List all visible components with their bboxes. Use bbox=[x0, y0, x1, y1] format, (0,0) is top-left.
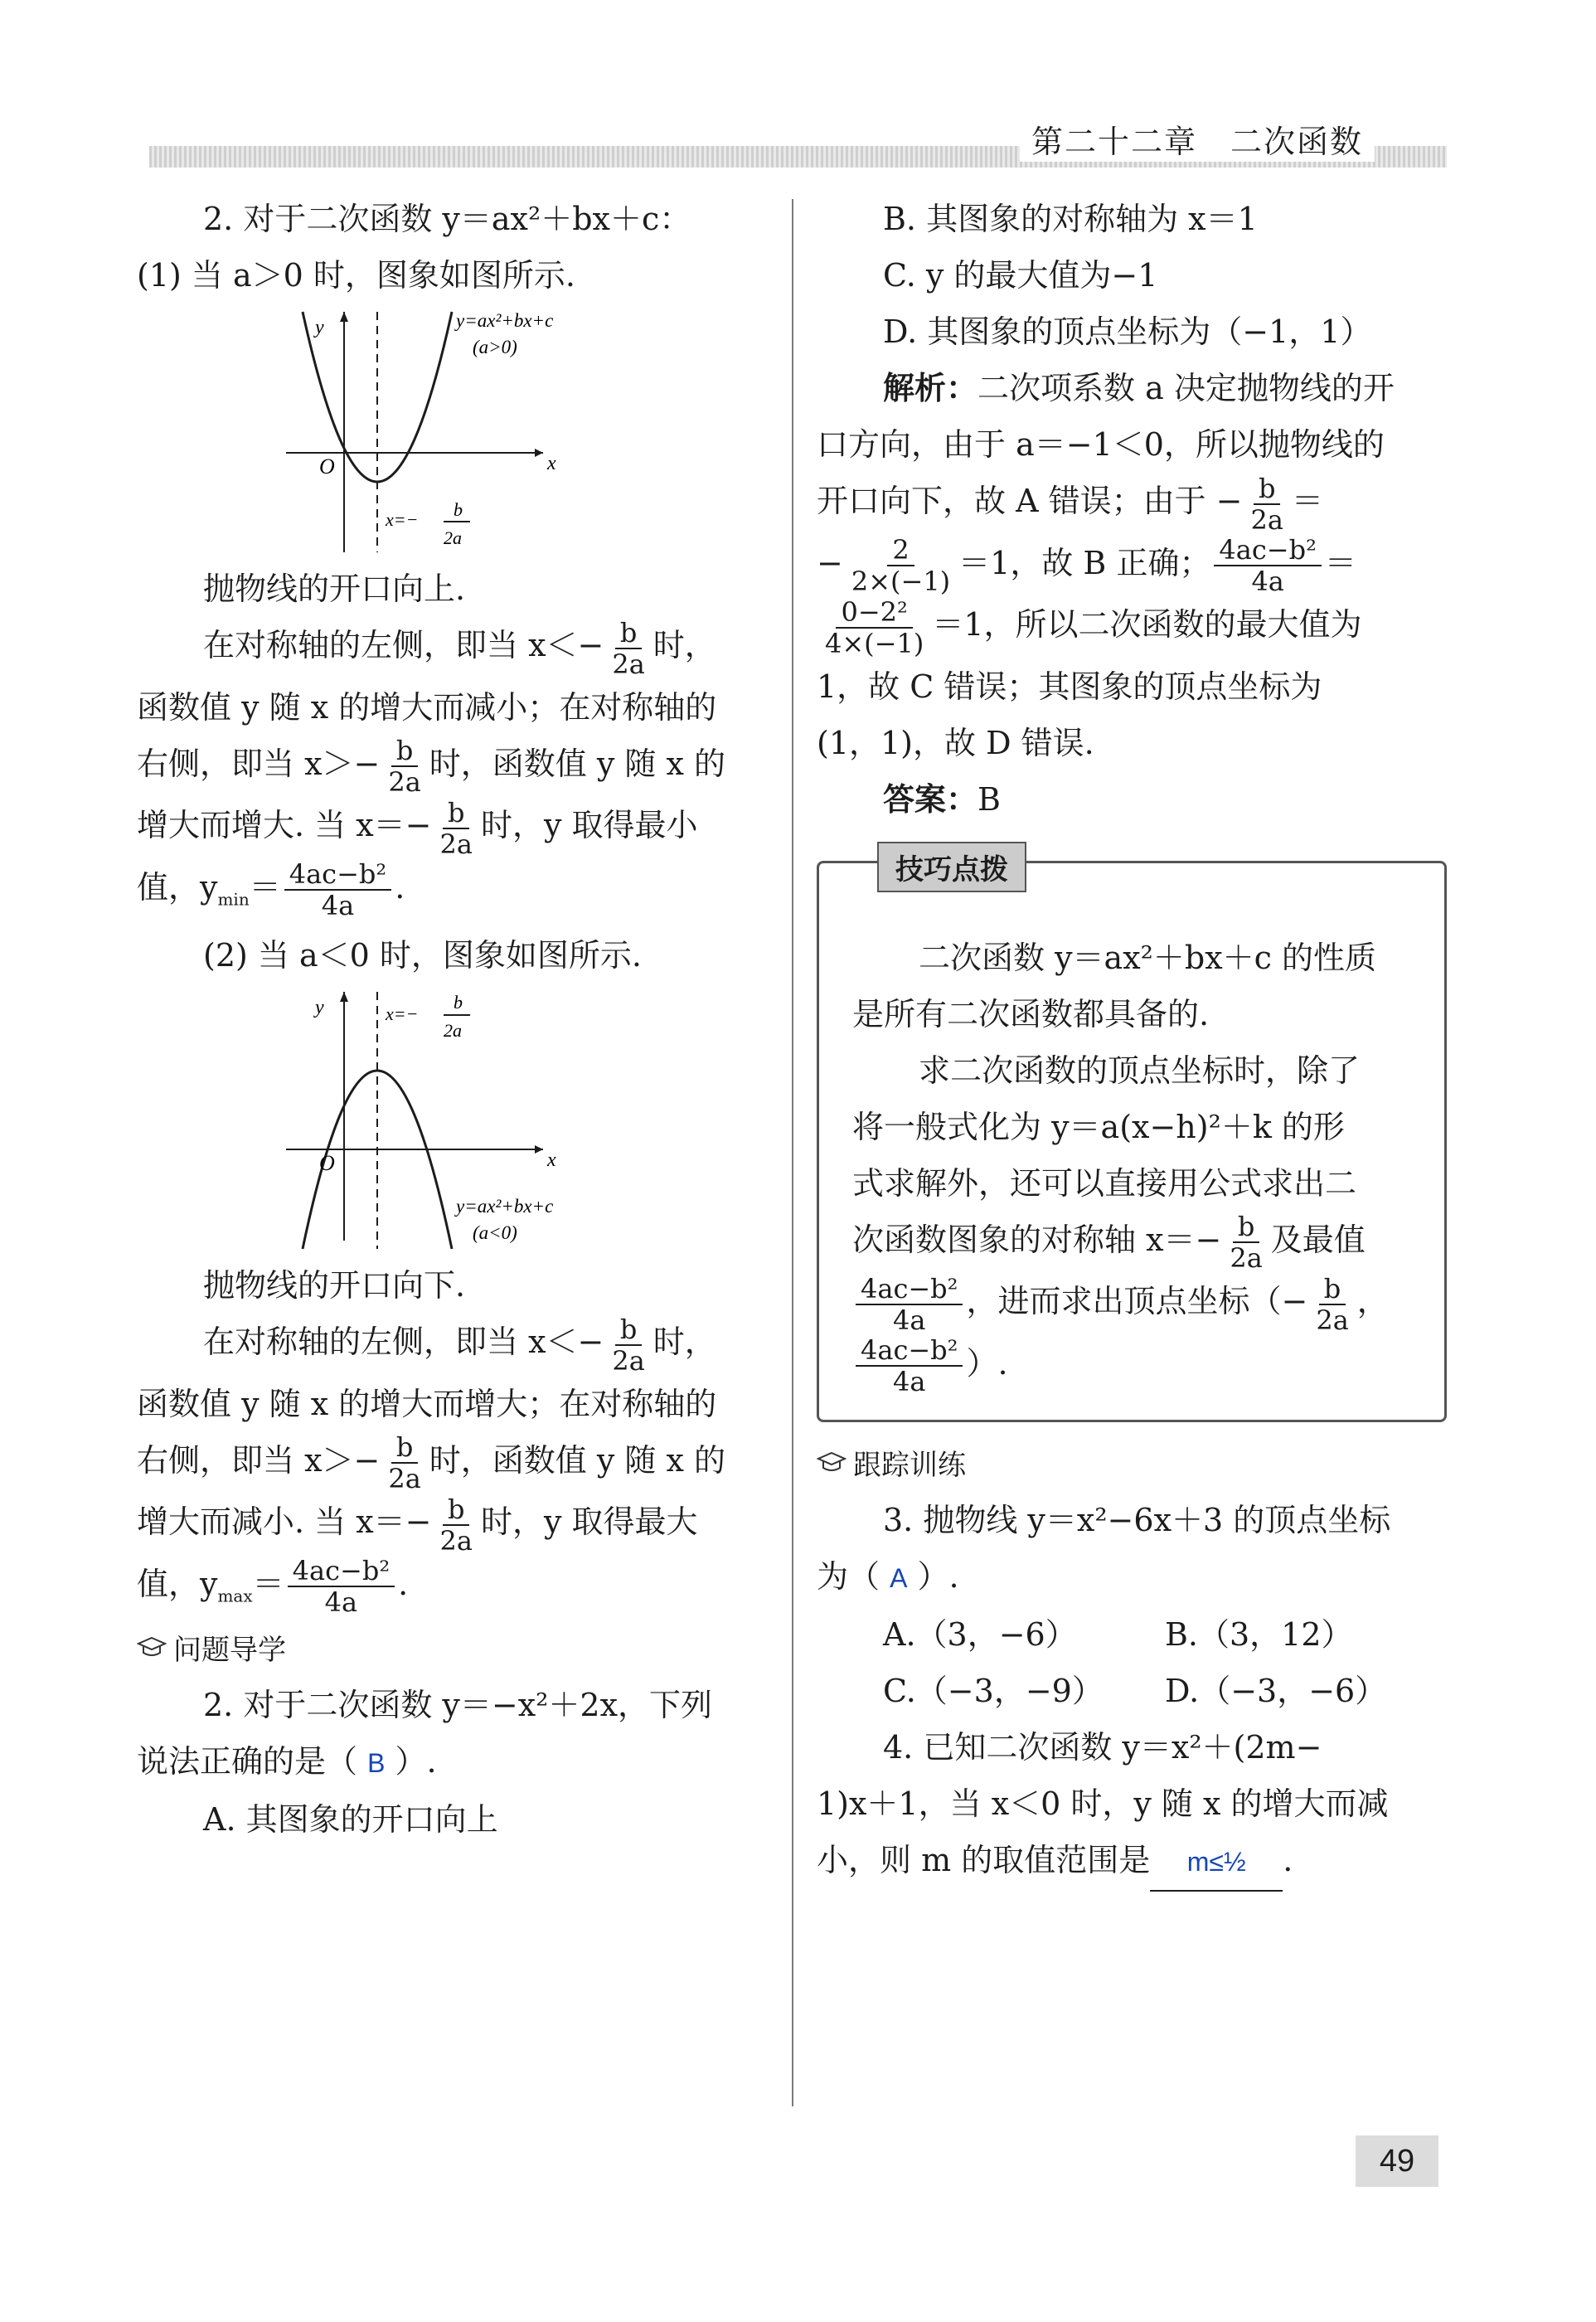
condition-label: (a>0) bbox=[473, 337, 517, 357]
column-divider bbox=[792, 199, 793, 2106]
text: ＝ bbox=[252, 1565, 284, 1602]
answer-label: 答案： bbox=[883, 780, 978, 818]
analysis-label: 解析： bbox=[883, 370, 978, 406]
left-column bbox=[137, 191, 767, 1848]
text: ）. bbox=[966, 1344, 1008, 1382]
opens-down: 抛物线的开口向下. bbox=[203, 1267, 466, 1304]
axis-eq-den: 2a bbox=[444, 1020, 462, 1042]
case2-line1 bbox=[137, 1314, 767, 1376]
num: b bbox=[443, 798, 469, 829]
text: 在对称轴的左侧，即当 x＜− bbox=[203, 627, 604, 663]
tip-line5: 式求解外，还可以直接用公式求出二 bbox=[852, 1164, 1357, 1202]
question-2-line1: 2. 对于二次函数 y＝−x²＋2x，下列 bbox=[203, 1687, 712, 1724]
option-d: D. 其图象的顶点坐标为（−1，1） bbox=[883, 313, 1372, 350]
num: 0−2² bbox=[836, 597, 912, 629]
fraction bbox=[1246, 474, 1288, 535]
graph-upward-parabola bbox=[278, 304, 626, 561]
text: 时， bbox=[652, 627, 716, 663]
x-axis-arrow bbox=[535, 449, 543, 457]
fraction bbox=[856, 1274, 963, 1335]
num: b bbox=[615, 1314, 642, 1346]
den: 2a bbox=[439, 1524, 473, 1557]
fraction bbox=[1225, 1212, 1267, 1273]
num: 4ac−b² bbox=[856, 1274, 963, 1305]
tips-box bbox=[817, 853, 1447, 1423]
case-1-heading: (1) 当 a＞0 时，图象如图所示. bbox=[137, 257, 575, 294]
text: 值，y bbox=[137, 1565, 218, 1602]
fraction bbox=[847, 535, 955, 596]
text: ，进而求出顶点坐标（− bbox=[966, 1283, 1308, 1319]
section-problem-guide bbox=[137, 1624, 767, 1677]
axis-eq-num: b bbox=[454, 499, 463, 520]
num: b bbox=[391, 736, 418, 767]
text: 时， bbox=[652, 1324, 716, 1361]
text: 增大而减小. 当 x＝− bbox=[137, 1503, 432, 1541]
analysis-line2: 口方向，由于 a＝−1＜0，所以抛物线的 bbox=[817, 426, 1385, 463]
axis-eq-num: b bbox=[454, 992, 463, 1013]
x-label: x bbox=[547, 1149, 556, 1172]
text: . bbox=[1283, 1842, 1293, 1878]
text: 次函数图象的对称轴 x＝− bbox=[852, 1221, 1222, 1258]
option-b: B.（3，12） bbox=[1165, 1616, 1353, 1653]
answer-value: B bbox=[977, 780, 1001, 818]
section-follow-up bbox=[817, 1439, 1447, 1492]
text: ）. bbox=[395, 1743, 437, 1780]
den: 2a bbox=[612, 1344, 645, 1377]
fraction bbox=[1311, 1274, 1353, 1335]
fraction bbox=[1214, 535, 1321, 596]
den: 4a bbox=[321, 890, 355, 921]
num: b bbox=[1319, 1274, 1346, 1305]
axis-eq-label: x=− bbox=[386, 1003, 419, 1025]
den: 2a bbox=[388, 766, 421, 798]
y-label: y bbox=[315, 317, 324, 338]
option-d: D.（−3，−6） bbox=[1165, 1673, 1387, 1709]
subscript: max bbox=[217, 1586, 253, 1606]
question-3-options-row1 bbox=[817, 1606, 1447, 1663]
tip-line3: 求二次函数的顶点坐标时，除了 bbox=[919, 1052, 1361, 1089]
text: 时，函数值 y 随 x 的 bbox=[429, 1441, 726, 1479]
answer-mark: B bbox=[367, 1748, 386, 1779]
analysis-line6: 1，故 C 错误；其图象的顶点坐标为 bbox=[817, 668, 1322, 705]
option-a: A.（3，−6） bbox=[883, 1616, 1077, 1653]
case1-line3 bbox=[137, 736, 767, 798]
section-title: 问题导学 bbox=[173, 1634, 286, 1668]
y-axis-arrow bbox=[340, 312, 348, 322]
fraction bbox=[284, 859, 391, 921]
num: 4ac−b² bbox=[856, 1335, 963, 1367]
den: 2a bbox=[1316, 1304, 1349, 1336]
den: 2a bbox=[388, 1463, 421, 1495]
y-axis-arrow bbox=[340, 992, 348, 1002]
den: 4×(−1) bbox=[825, 627, 924, 659]
x-label: x bbox=[547, 453, 556, 474]
tip-line1: 二次函数 y＝ax²＋bx＋c 的性质 bbox=[919, 939, 1376, 976]
text: . bbox=[398, 1565, 409, 1602]
tip-line7 bbox=[852, 1273, 1411, 1335]
den: 2×(−1) bbox=[851, 566, 951, 597]
den: 2a bbox=[1230, 1242, 1263, 1274]
text: 及最值 bbox=[1270, 1221, 1366, 1258]
text: 为（ bbox=[817, 1558, 880, 1595]
text: . bbox=[395, 868, 405, 906]
page-number: 49 bbox=[1356, 2135, 1438, 2187]
den: 4a bbox=[893, 1304, 926, 1336]
question-3-line2 bbox=[817, 1548, 1447, 1606]
tips-tag: 技巧点拨 bbox=[877, 842, 1026, 892]
case1-line1 bbox=[137, 617, 767, 679]
origin-label: O bbox=[319, 454, 335, 478]
graduation-cap-icon bbox=[817, 1439, 847, 1492]
case1-min-value bbox=[137, 859, 767, 928]
text: 在对称轴的左侧，即当 x＜− bbox=[203, 1324, 604, 1361]
text: 时，y 取得最大 bbox=[480, 1503, 698, 1541]
opens-up: 抛物线的开口向上. bbox=[203, 571, 466, 607]
num: b bbox=[615, 618, 642, 649]
text: 右侧，即当 x＞− bbox=[137, 745, 381, 782]
text: ＝1，所以二次函数的最大值为 bbox=[932, 606, 1362, 643]
fraction bbox=[435, 798, 478, 859]
text: ＝ bbox=[1291, 483, 1323, 519]
num: b bbox=[391, 1432, 418, 1464]
question-4-line3 bbox=[817, 1832, 1447, 1892]
case1-line2: 函数值 y 随 x 的增大而减小；在对称轴的 bbox=[137, 688, 717, 726]
text: 说法正确的是（ bbox=[137, 1743, 358, 1780]
curve-label: y=ax²+bx+c bbox=[456, 310, 554, 331]
text: − bbox=[817, 544, 843, 581]
num: 4ac−b² bbox=[1214, 535, 1321, 566]
y-label: y bbox=[315, 997, 324, 1019]
num: 2 bbox=[887, 535, 914, 566]
fraction bbox=[820, 597, 929, 658]
analysis-line5 bbox=[817, 596, 1447, 658]
subscript: min bbox=[217, 889, 250, 910]
option-a: A. 其图象的开口向上 bbox=[203, 1801, 498, 1839]
option-c: C. y 的最大值为−1 bbox=[883, 257, 1158, 294]
text: ＝1，故 B 正确； bbox=[958, 544, 1211, 581]
fraction bbox=[607, 1314, 649, 1376]
chapter-title: 第二十二章 二次函数 bbox=[1020, 116, 1375, 162]
case-2-heading: (2) 当 a＜0 时，图象如图所示. bbox=[203, 937, 642, 974]
den: 2a bbox=[439, 828, 473, 860]
item-2-intro: 2. 对于二次函数 y＝ax²＋bx＋c： bbox=[203, 201, 691, 237]
question-4-line1: 4. 已知二次函数 y＝x²＋(2m− bbox=[883, 1729, 1322, 1766]
num: b bbox=[1254, 474, 1280, 505]
text: 时，函数值 y 随 x 的 bbox=[429, 745, 726, 782]
den: 2a bbox=[612, 648, 645, 680]
question-2-line2 bbox=[137, 1733, 767, 1791]
analysis-line4 bbox=[817, 535, 1447, 597]
fraction bbox=[383, 736, 425, 797]
num: b bbox=[443, 1494, 469, 1526]
analysis-line3 bbox=[817, 473, 1447, 535]
num: 4ac−b² bbox=[288, 1556, 395, 1587]
x-axis-arrow bbox=[535, 1145, 543, 1154]
answer-blank: m≤½ bbox=[1150, 1834, 1283, 1892]
graduation-cap-icon bbox=[137, 1624, 167, 1677]
case2-max-value bbox=[137, 1556, 767, 1625]
fraction bbox=[607, 618, 649, 679]
question-3-line1: 3. 抛物线 y＝x²−6x＋3 的顶点坐标 bbox=[883, 1502, 1391, 1538]
fraction bbox=[383, 1432, 425, 1494]
origin-label: O bbox=[319, 1151, 335, 1176]
text: 增大而增大. 当 x＝− bbox=[137, 807, 432, 843]
tip-line2: 是所有二次函数都具备的. bbox=[852, 995, 1210, 1032]
section-title: 跟踪训练 bbox=[853, 1449, 966, 1482]
answer-mark: A bbox=[890, 1563, 908, 1593]
analysis-line1 bbox=[817, 360, 1447, 416]
graph-downward-parabola bbox=[278, 984, 626, 1257]
num: b bbox=[1233, 1212, 1259, 1243]
axis-eq-label: x=− bbox=[386, 509, 419, 530]
text: 二次项系数 a 决定抛物线的开 bbox=[977, 370, 1395, 406]
text: 小，则 m 的取值范围是 bbox=[817, 1842, 1151, 1878]
case2-line3 bbox=[137, 1432, 767, 1494]
answer-line bbox=[817, 771, 1447, 828]
fraction bbox=[288, 1556, 395, 1617]
case1-line4 bbox=[137, 797, 767, 859]
tip-line8 bbox=[852, 1335, 1411, 1397]
fraction bbox=[435, 1494, 478, 1556]
tip-line6 bbox=[852, 1212, 1411, 1274]
text: ， bbox=[1356, 1283, 1389, 1319]
case2-line4 bbox=[137, 1494, 767, 1556]
curve-label: y=ax²+bx+c bbox=[456, 1196, 554, 1217]
den: 4a bbox=[324, 1586, 358, 1619]
question-3-options-row2 bbox=[817, 1663, 1447, 1719]
num: 4ac−b² bbox=[284, 859, 391, 891]
right-column bbox=[817, 191, 1447, 1892]
den: 4a bbox=[893, 1366, 926, 1397]
condition-label: (a<0) bbox=[473, 1222, 517, 1244]
text: 右侧，即当 x＞− bbox=[137, 1441, 381, 1479]
text: 时，y 取得最小 bbox=[480, 807, 698, 843]
den: 4a bbox=[1251, 566, 1284, 597]
axis-eq-den: 2a bbox=[444, 527, 462, 548]
analysis-line7: (1，1)，故 D 错误. bbox=[817, 724, 1094, 761]
case2-line2: 函数值 y 随 x 的增大而增大；在对称轴的 bbox=[137, 1385, 717, 1422]
text: 开口向下，故 A 错误；由于 − bbox=[817, 483, 1243, 519]
option-c: C.（−3，−9） bbox=[883, 1673, 1104, 1709]
den: 2a bbox=[1250, 503, 1283, 536]
tip-line4: 将一般式化为 y＝a(x−h)²＋k 的形 bbox=[852, 1108, 1345, 1145]
text: ）. bbox=[917, 1558, 959, 1595]
text: 值，y bbox=[137, 868, 218, 906]
fraction bbox=[856, 1335, 963, 1397]
text: ＝ bbox=[1324, 544, 1356, 581]
text: ＝ bbox=[249, 868, 281, 906]
question-4-line2: 1)x＋1，当 x＜0 时，y 随 x 的增大而减 bbox=[817, 1785, 1389, 1822]
option-b: B. 其图象的对称轴为 x＝1 bbox=[883, 201, 1258, 237]
